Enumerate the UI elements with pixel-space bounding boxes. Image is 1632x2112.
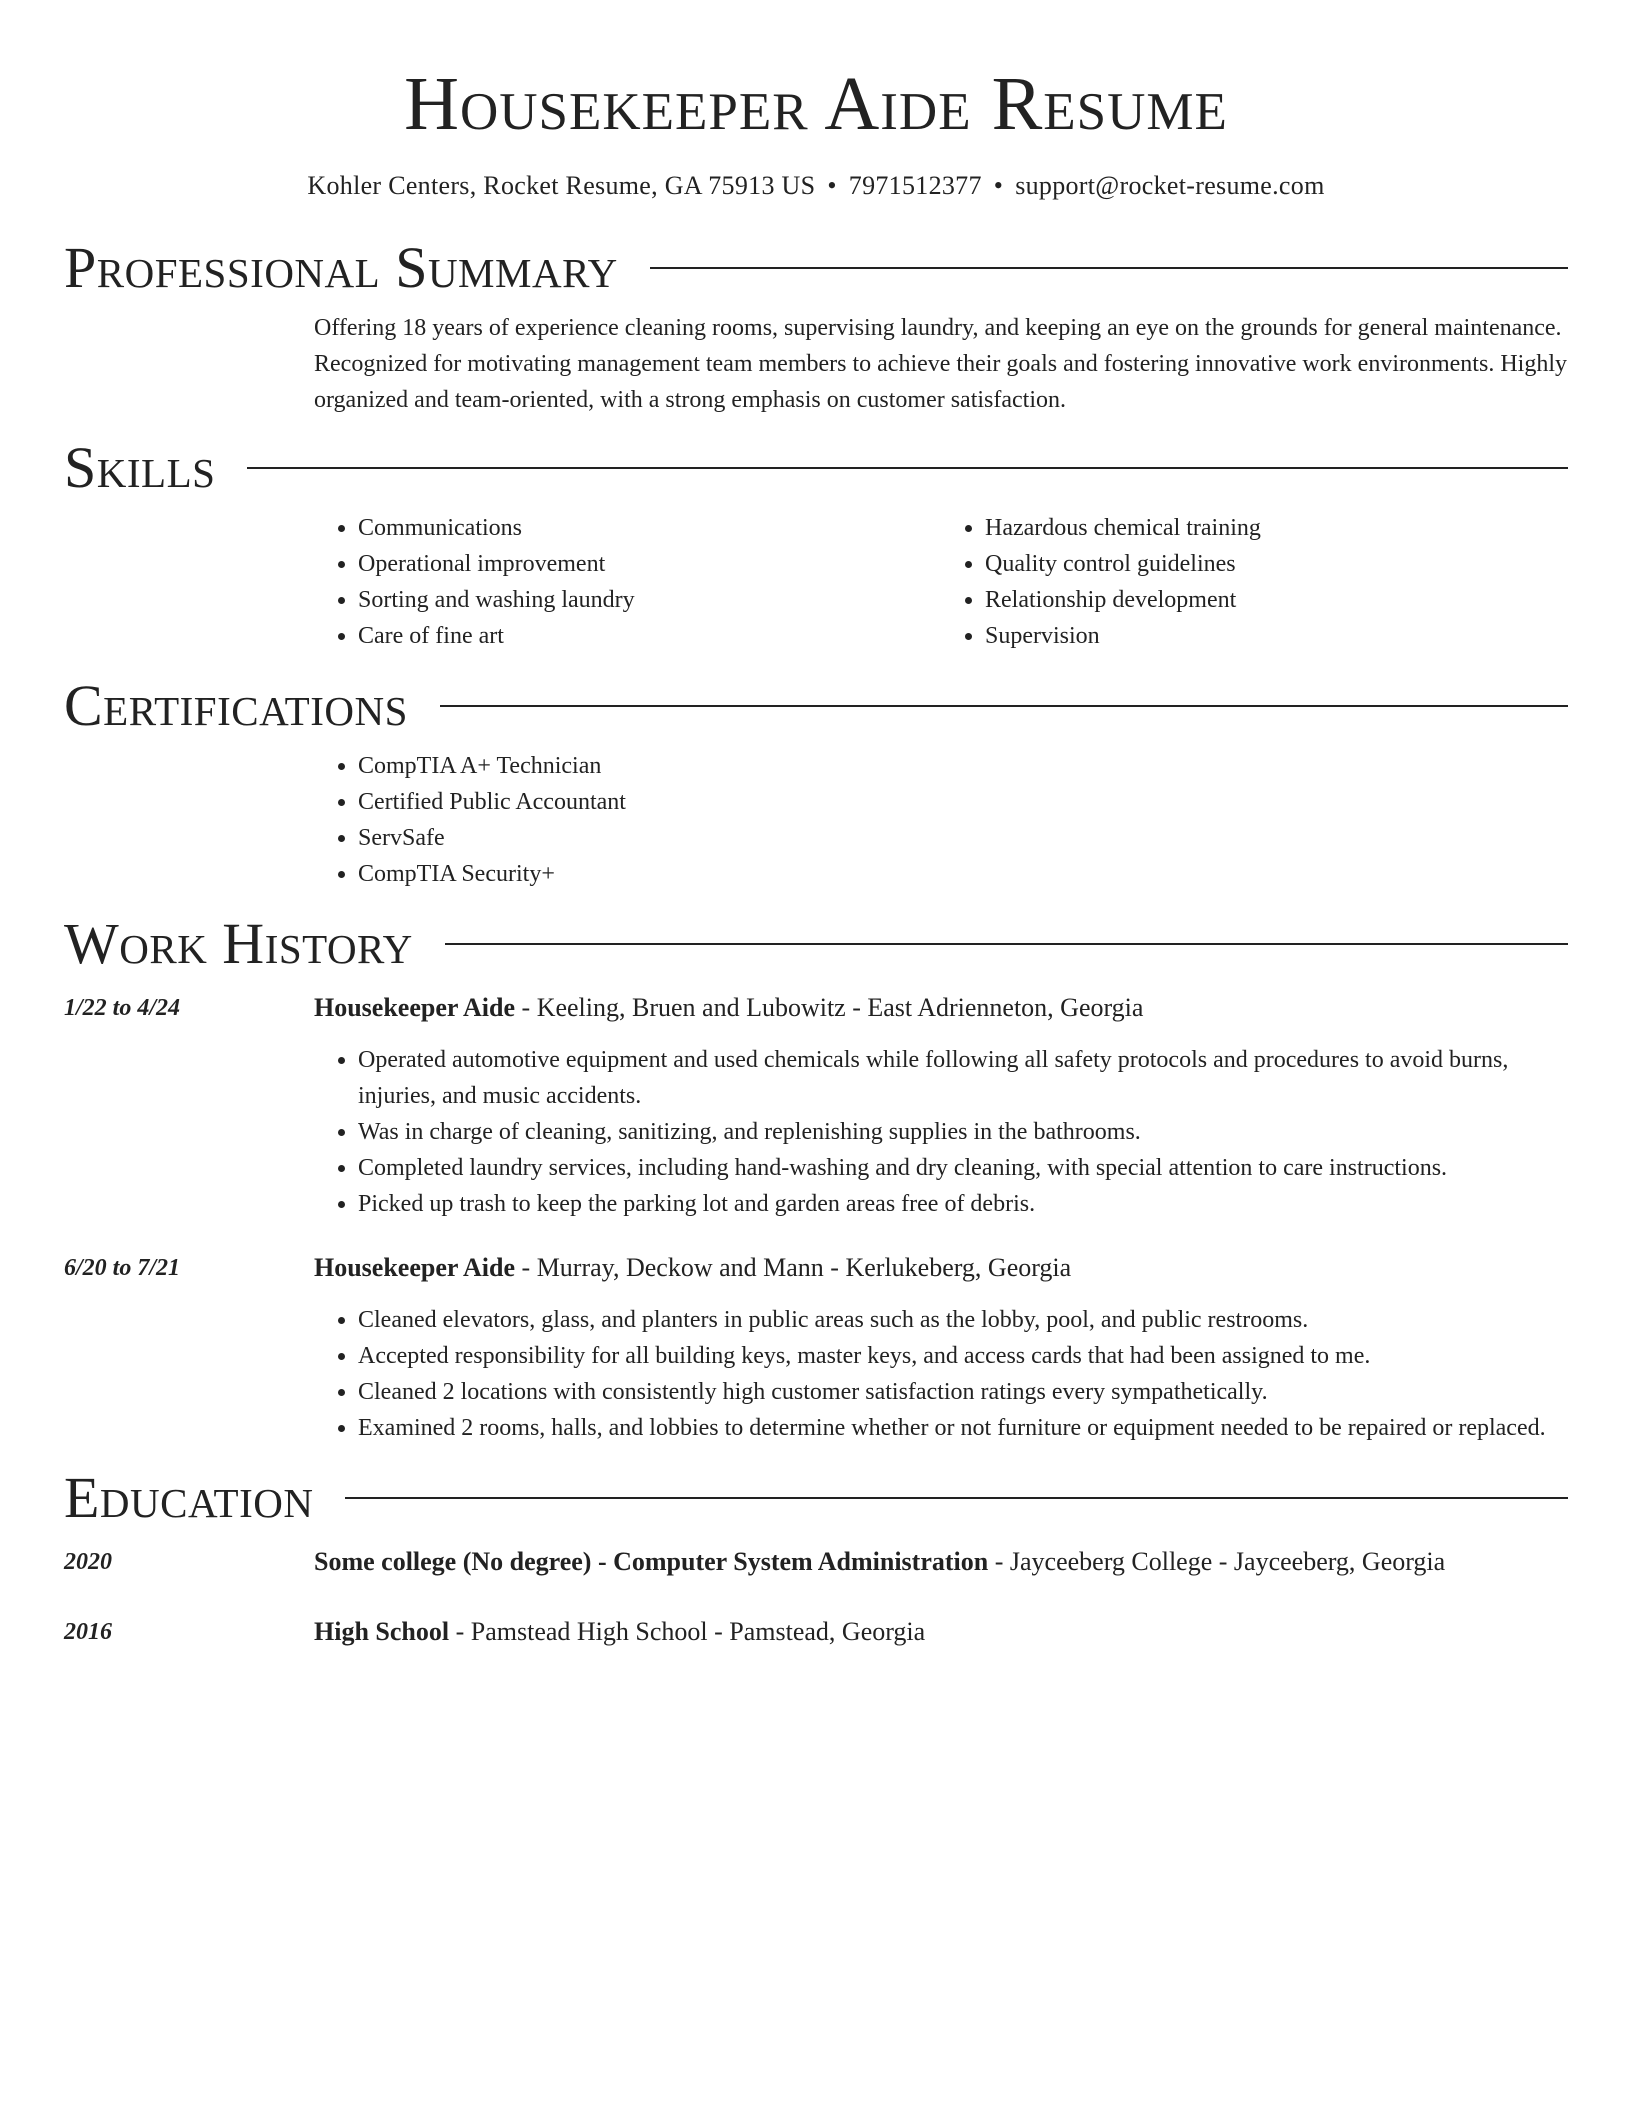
education-degree: High School: [314, 1617, 450, 1646]
section-divider: [247, 467, 1568, 469]
skill-item: • Care of fine art: [358, 618, 941, 654]
certifications-section-header: [64, 673, 1568, 738]
job-bullet: • Picked up trash to keep the parking lot and garden areas free of debris.: [358, 1186, 1568, 1222]
education-details: - Pamstead High School - Pamstead, Georgia: [449, 1617, 926, 1646]
resume-title: Housekeeper Aide Resume: [404, 62, 1228, 146]
education-year: 2020: [64, 1549, 112, 1575]
skill-item: • Quality control guidelines: [985, 546, 1568, 582]
education-entry: [64, 1614, 1568, 1650]
skill-item: • Relationship development: [985, 582, 1568, 618]
skills-list-left: [314, 510, 941, 654]
contact-phone: 7971512377: [848, 171, 982, 200]
skill-item: • Hazardous chemical training: [985, 510, 1568, 546]
certifications-section: [314, 748, 1568, 892]
job-bullet: • Was in charge of cleaning, sanitizing, and replenishing supplies in the bathrooms.: [358, 1114, 1568, 1150]
job-details: - Keeling, Bruen and Lubowitz - East Adrienneton, Georgia: [515, 993, 1144, 1022]
certification-item: • Certified Public Accountant: [358, 784, 1568, 820]
job-heading: [314, 990, 1568, 1026]
job-role: Housekeeper Aide: [314, 1253, 516, 1282]
summary-section-header: [64, 235, 1568, 300]
job-entry: [64, 990, 1568, 1222]
education-year: 2016: [64, 1619, 112, 1645]
education-degree: Some college (No degree) - Computer System Administration: [314, 1547, 989, 1576]
job-bullet: • Cleaned elevators, glass, and planters in public areas such as the lobby, pool, and public restrooms.: [358, 1302, 1568, 1338]
job-bullet: • Cleaned 2 locations with consistently high customer satisfaction ratings every sympathetically.: [358, 1374, 1568, 1410]
certifications-heading: Certifications: [64, 673, 408, 738]
job-bullet: • Completed laundry services, including hand-washing and dry cleaning, with special attention to care instructions.: [358, 1150, 1568, 1186]
section-divider: [650, 267, 1568, 269]
skill-item: • Supervision: [985, 618, 1568, 654]
contact-email: support@rocket-resume.com: [1015, 171, 1325, 200]
job-bullet: • Accepted responsibility for all building keys, master keys, and access cards that had been assigned to me.: [358, 1338, 1568, 1374]
skill-item: • Operational improvement: [358, 546, 941, 582]
work-history-section-header: [64, 911, 1568, 976]
section-divider: [440, 705, 1568, 707]
job-role: Housekeeper Aide: [314, 993, 516, 1022]
contact-separator: •: [827, 171, 837, 200]
skills-list-right: [941, 510, 1568, 654]
section-divider: [345, 1497, 1568, 1499]
section-divider: [445, 943, 1568, 945]
work-history-heading: Work History: [64, 911, 413, 976]
job-body: [314, 1250, 1568, 1446]
job-entry: [64, 1250, 1568, 1446]
job-dates: 1/22 to 4/24: [64, 995, 181, 1021]
skill-item: • Sorting and washing laundry: [358, 582, 941, 618]
resume-page: [64, 0, 1568, 1650]
job-bullet: • Operated automotive equipment and used chemicals while following all safety protocols and procedures to avoid burns, injuries, and music accidents.: [358, 1042, 1568, 1114]
job-bullet: • Examined 2 rooms, halls, and lobbies to determine whether or not furniture or equipment needed to be repaired or replaced.: [358, 1410, 1568, 1446]
education-entry: [64, 1544, 1568, 1580]
summary-heading: Professional Summary: [64, 235, 618, 300]
job-heading: [314, 1250, 1568, 1286]
certifications-list: [314, 748, 1568, 892]
contact-address: Kohler Centers, Rocket Resume, GA 75913 US: [307, 171, 816, 200]
contact-separator: •: [993, 171, 1004, 200]
education-section-header: [64, 1465, 1568, 1530]
summary-section: [314, 310, 1568, 418]
job-body: [314, 990, 1568, 1222]
job-dates: 6/20 to 7/21: [64, 1255, 181, 1281]
education-details: - Jayceeberg College - Jayceeberg, Georgia: [988, 1547, 1446, 1576]
education-body: [314, 1614, 925, 1650]
certification-item: • CompTIA Security+: [358, 856, 1568, 892]
job-details: - Murray, Deckow and Mann - Kerlukeberg, Georgia: [515, 1253, 1072, 1282]
job-bullets: [314, 1302, 1568, 1446]
contact-line: [64, 170, 1568, 202]
skills-heading: Skills: [64, 435, 216, 500]
education-body: [314, 1544, 1445, 1580]
skills-section-header: [64, 435, 1568, 500]
certification-item: • ServSafe: [358, 820, 1568, 856]
education-heading: Education: [64, 1465, 314, 1530]
skill-item: • Communications: [358, 510, 941, 546]
summary-text: Offering 18 years of experience cleaning rooms, supervising laundry, and keeping an eye on the grounds for general maintenance. Recognized for motivating management team members to achieve their goals and fostering innovative work environments. Highly organized and team-oriented, with a strong emphasis on customer satisfaction.: [314, 315, 1567, 413]
skills-section: [314, 510, 1568, 654]
job-bullets: [314, 1042, 1568, 1222]
certification-item: • CompTIA A+ Technician: [358, 748, 1568, 784]
